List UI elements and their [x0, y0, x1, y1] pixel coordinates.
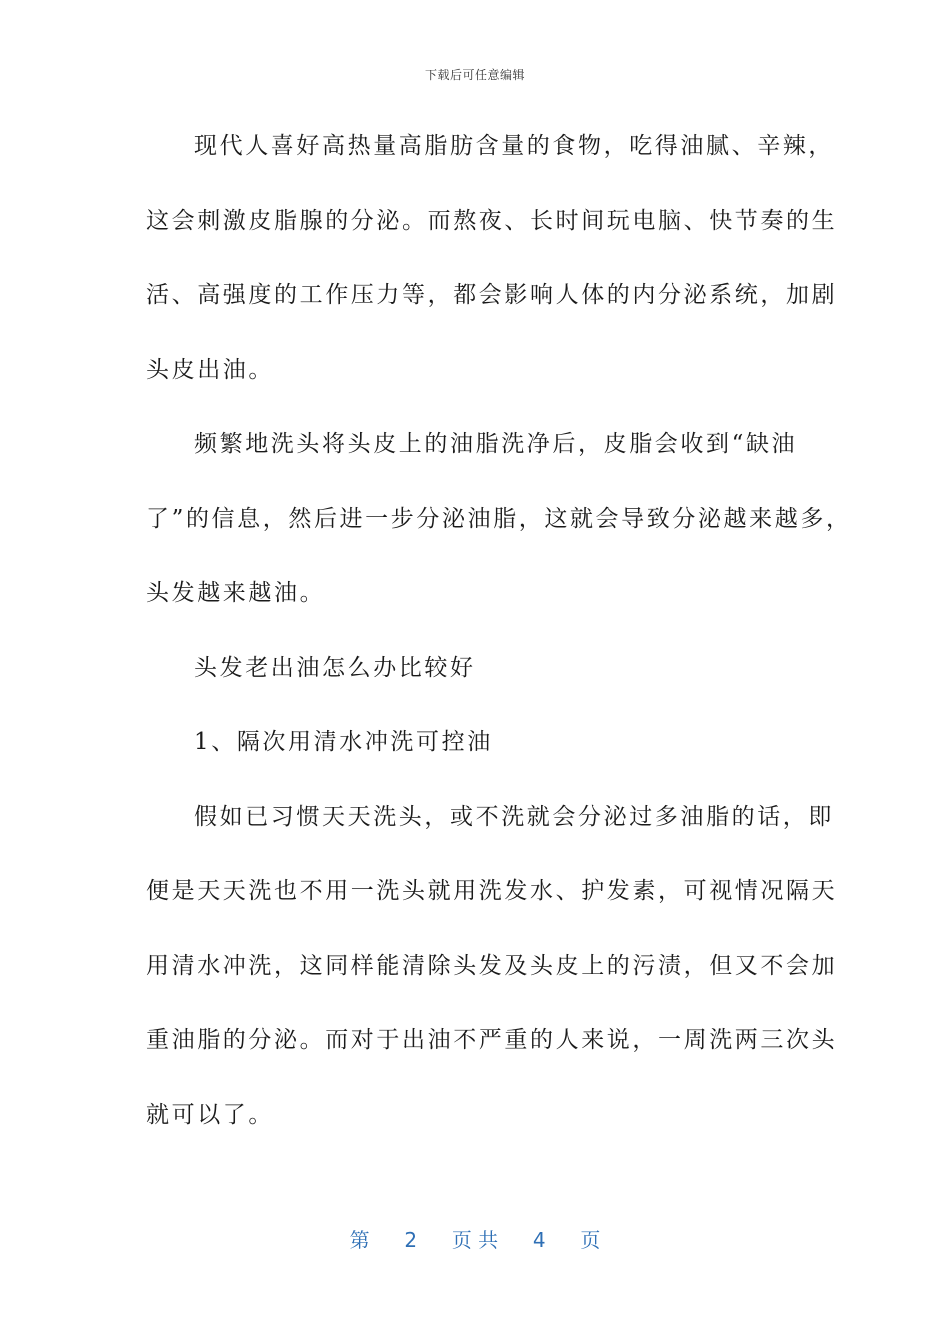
text-line: 了”的信息，然后进一步分泌油脂，这就会导致分泌越来越多， — [146, 505, 852, 532]
text-line: 活、高强度的工作压力等，都会影响人体的内分泌系统，加剧 — [146, 282, 838, 308]
subsection-heading: 1、隔次用清水冲洗可控油 — [194, 729, 493, 755]
text-line: 重油脂的分泌。而对于出油不严重的人来说，一周洗两三次头 — [146, 1027, 838, 1053]
text-line: 头发越来越油。 — [146, 580, 326, 606]
text-line: 假如已习惯天天洗头，或不洗就会分泌过多油脂的话，即 — [194, 803, 834, 830]
current-page-number: 2 — [404, 1228, 418, 1252]
text-line: 头皮出油。 — [146, 356, 274, 383]
text-line: 这会刺激皮脂腺的分泌。而熬夜、长时间玩电脑、快节奏的生 — [146, 207, 838, 234]
section-heading: 头发老出油怎么办比较好 — [194, 654, 476, 681]
footer-prefix: 第 — [349, 1228, 370, 1252]
text-line: 频繁地洗头将头皮上的油脂洗净后，皮脂会收到“缺油 — [194, 431, 798, 457]
footer-middle: 页 共 — [451, 1228, 499, 1252]
footer-suffix: 页 — [580, 1228, 601, 1252]
page-header: 下载后可任意编辑 — [424, 68, 525, 82]
text-line: 便是天天洗也不用一洗头就用洗发水、护发素，可视情况隔天 — [146, 878, 838, 904]
document-body — [146, 128, 852, 1171]
text-line: 用清水冲洗，这同样能清除头发及头皮上的污渍，但又不会加 — [146, 952, 838, 979]
text-line: 现代人喜好高热量高脂肪含量的食物，吃得油腻、辛辣， — [194, 133, 834, 159]
page-footer — [0, 1224, 950, 1253]
text-line: 就可以了。 — [146, 1101, 274, 1128]
total-pages-number: 4 — [532, 1228, 546, 1252]
